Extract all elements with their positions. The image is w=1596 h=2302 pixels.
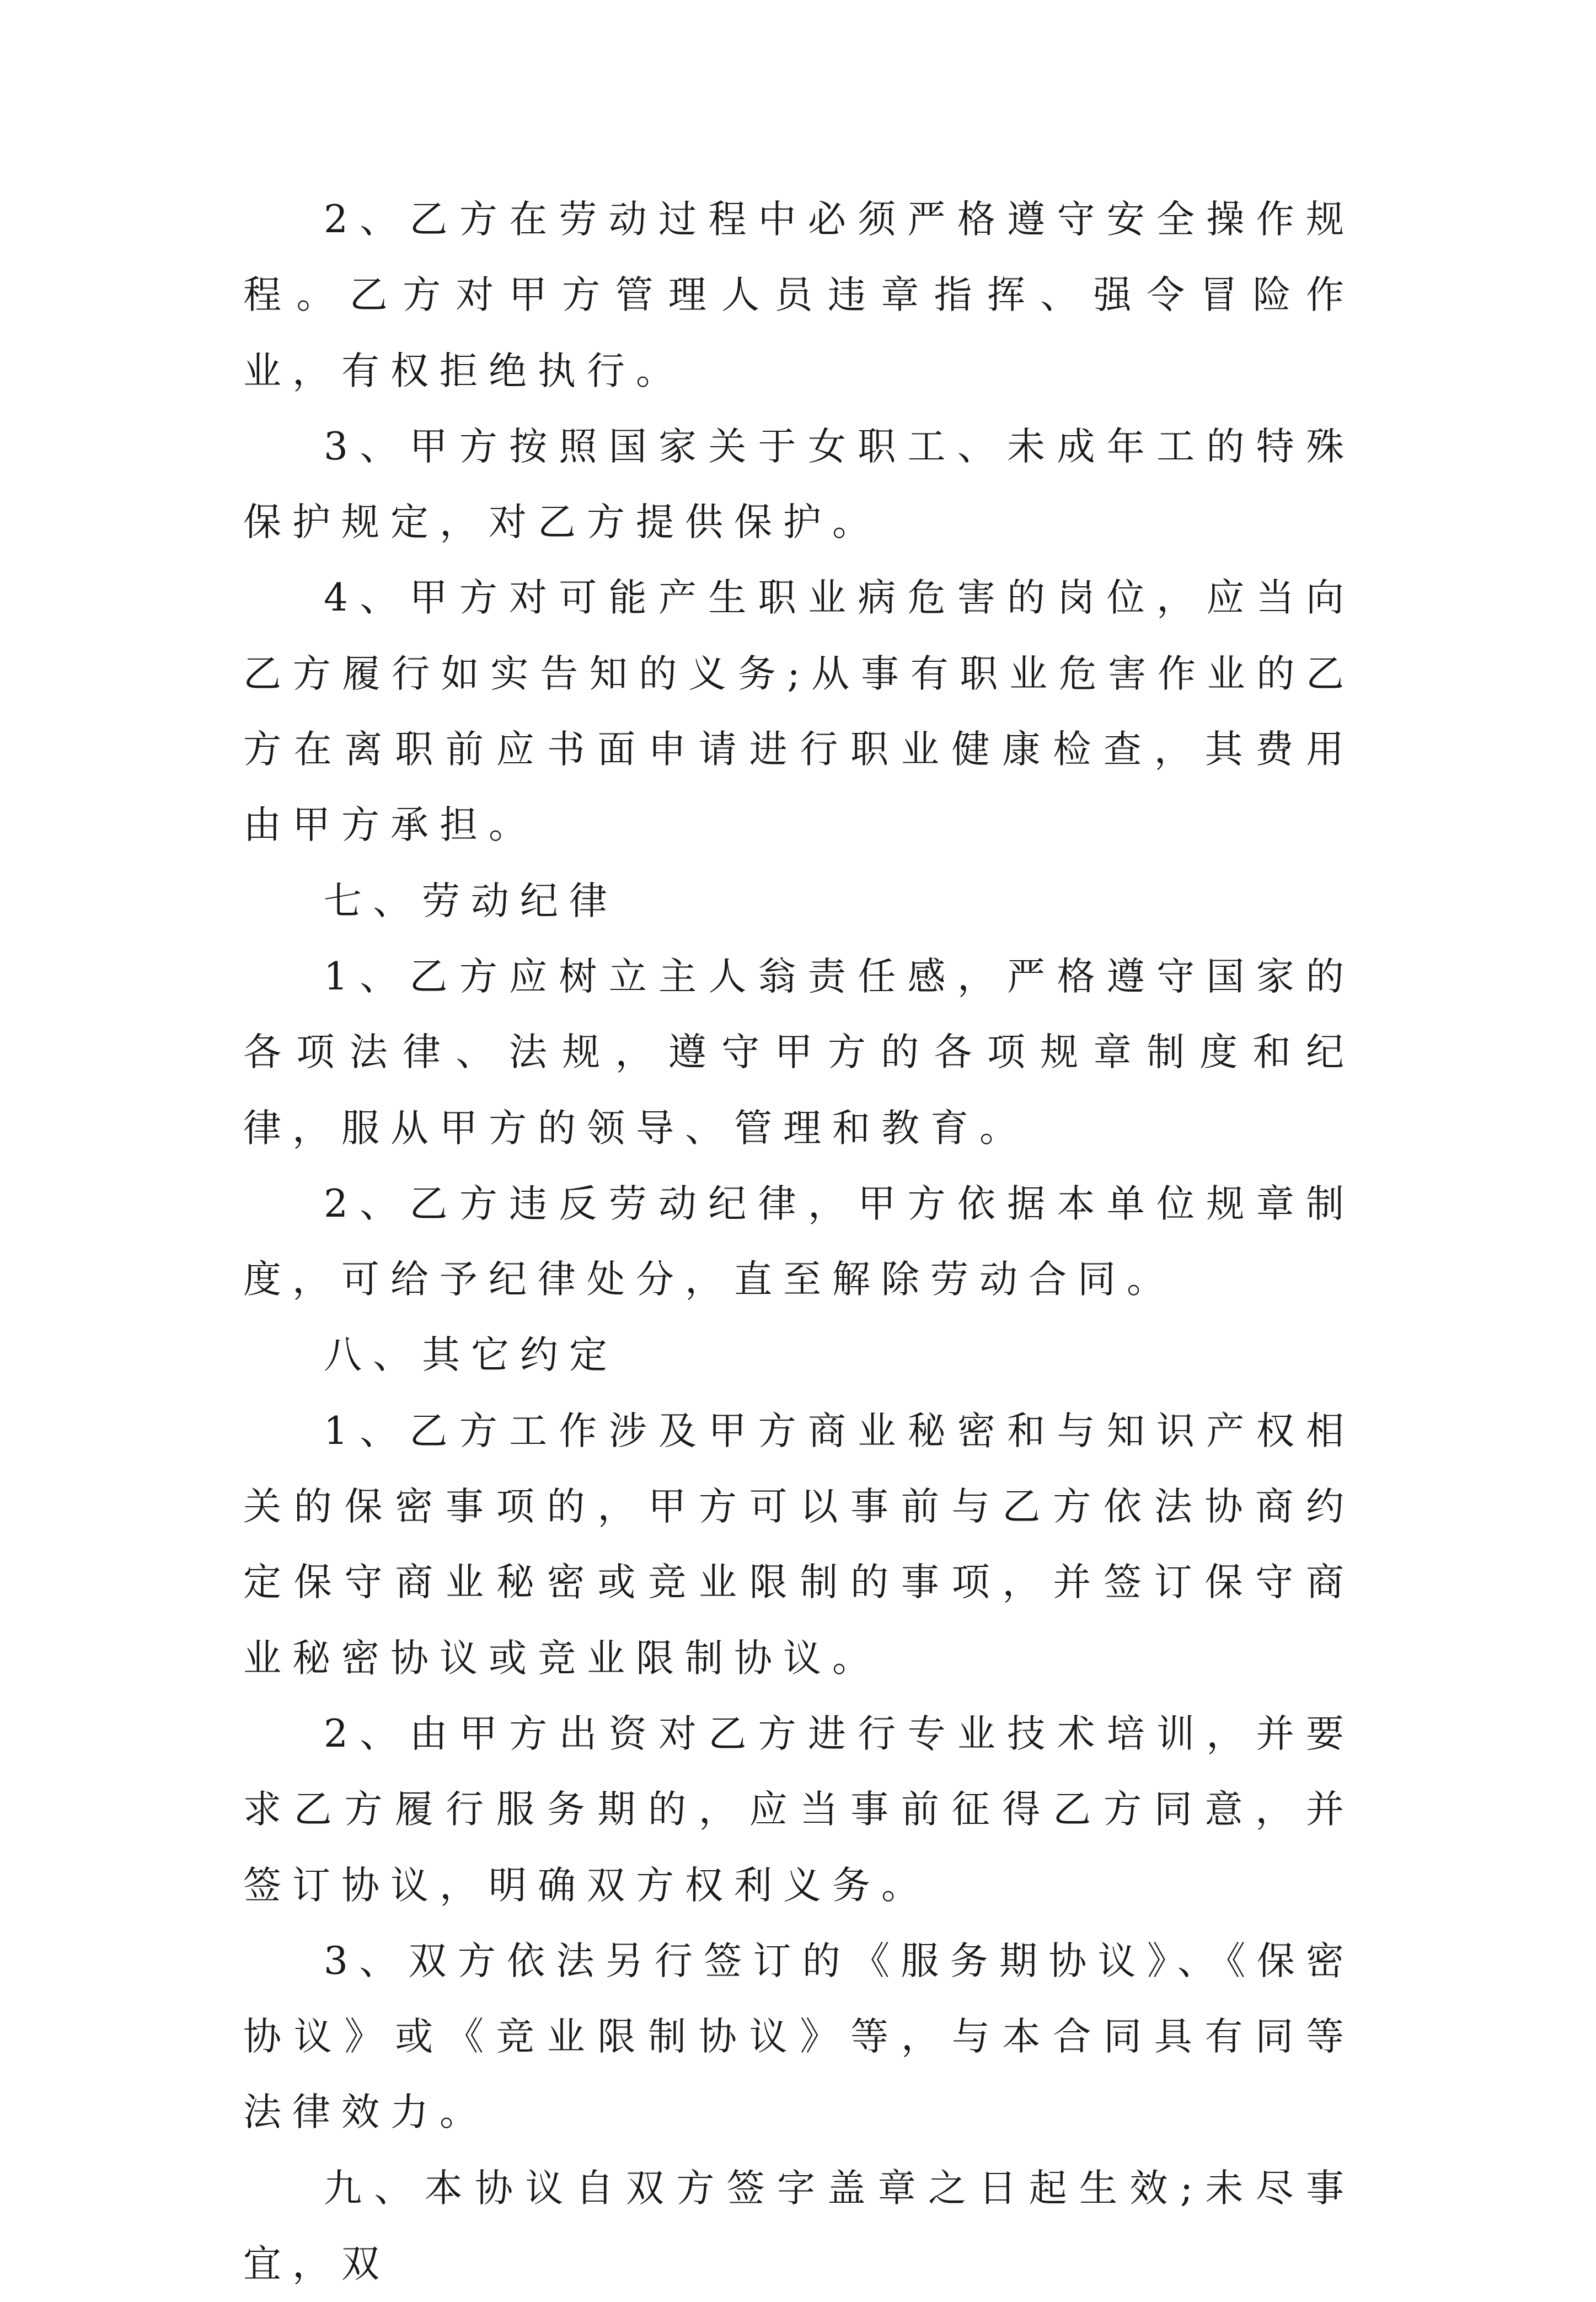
- paragraph-disciplinary-action: 2、乙方违反劳动纪律，甲方依据本单位规章制度，可给予纪律处分，直至解除劳动合同。: [243, 1181, 1355, 1302]
- paragraph-effective-date: 九、本协议自双方签字盖章之日起生效;未尽事宜，双: [243, 2166, 1355, 2287]
- paragraph-supplementary-agreements: 3、双方依法另行签订的《服务期协议》、《保密协议》或《竞业限制协议》等，与本合同具有同等法律效力。: [243, 1939, 1355, 2135]
- paragraph-trade-secrets: 1、乙方工作涉及甲方商业秘密和与知识产权相关的保密事项的，甲方可以事前与乙方依法协商约定保守商业秘密或竞业限制的事项，并签订保守商业秘密协议或竞业限制协议。: [243, 1409, 1355, 1680]
- paragraph-safety-rules: 2、乙方在劳动过程中必须严格遵守安全操作规程。乙方对甲方管理人员违章指挥、强令冒险作业，有权拒绝执行。: [243, 197, 1355, 393]
- paragraph-training-service-period: 2、由甲方出资对乙方进行专业技术培训，并要求乙方履行服务期的，应当事前征得乙方同意，并签订协议，明确双方权利义务。: [243, 1711, 1355, 1908]
- section-heading-labor-discipline: 七、劳动纪律: [324, 879, 618, 923]
- paragraph-special-protection: 3、甲方按照国家关于女职工、未成年工的特殊保护规定，对乙方提供保护。: [243, 424, 1355, 545]
- document-body: [243, 182, 1355, 2302]
- paragraph-obey-rules: 1、乙方应树立主人翁责任感，严格遵守国家的各项法律、法规，遵守甲方的各项规章制度和纪律，服从甲方的领导、管理和教育。: [243, 954, 1355, 1150]
- paragraph-occupational-hazard: 4、甲方对可能产生职业病危害的岗位，应当向乙方履行如实告知的义务;从事有职业危害作业的乙方在离职前应书面申请进行职业健康检查，其费用由甲方承担。: [243, 576, 1355, 848]
- section-heading-other-agreements: 八、其它约定: [324, 1333, 618, 1378]
